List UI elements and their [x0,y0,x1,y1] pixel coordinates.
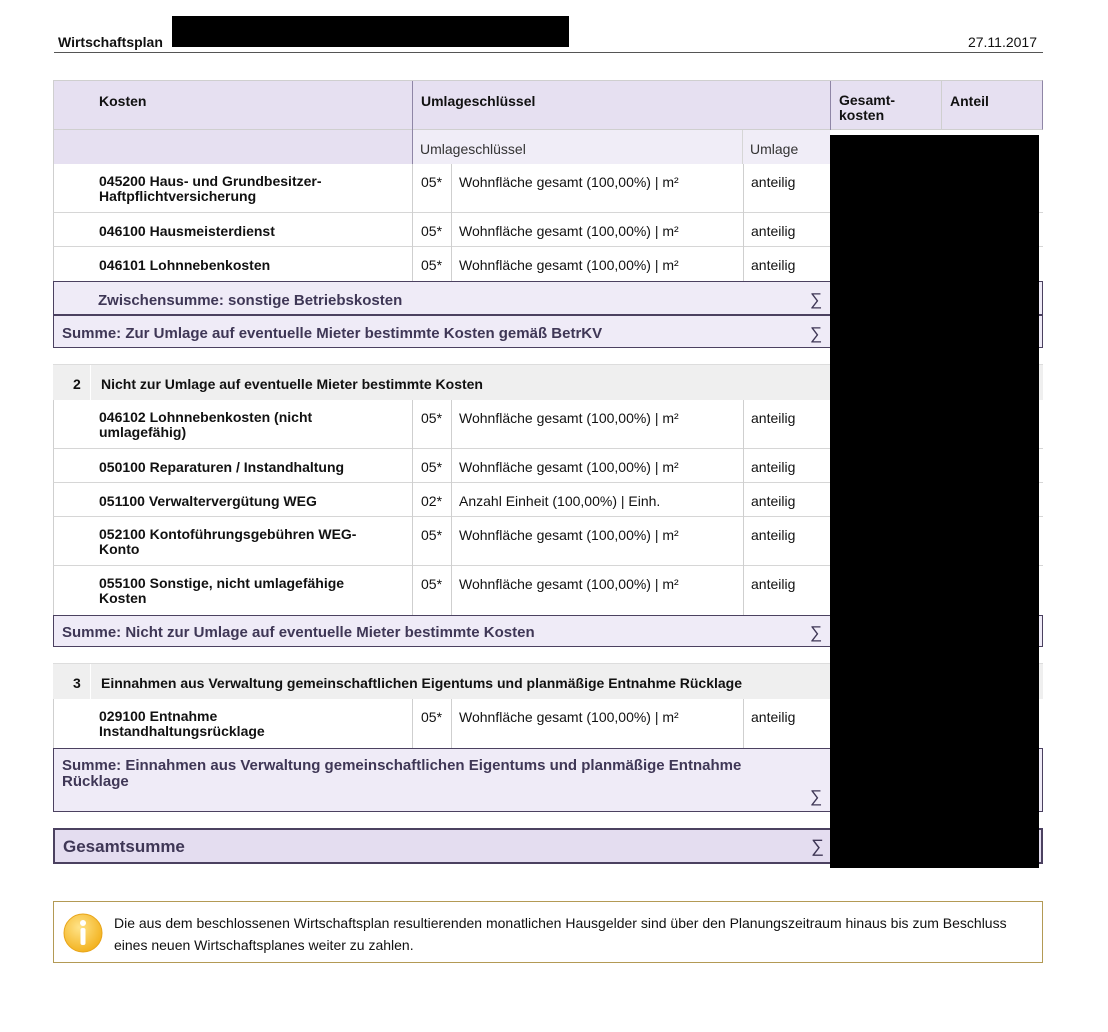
col-divider [743,483,744,517]
section-title: Einnahmen aus Verwaltung gemeinschaftlichen Eigentums und planmäßige Entnahme Rücklage [101,675,743,691]
col-header-kosten: Kosten [99,93,147,109]
sigma-icon: ∑ [810,324,823,343]
cost-name: 045200 Haus- und Grundbesitzer-Haftpflichtversicherung [99,173,322,204]
col-divider [90,365,91,401]
sigma-icon: ∑ [811,836,824,856]
info-text: Die aus dem beschlossenen Wirtschaftsplan resultierenden monatlichen Hausgelder sind über den Planungszeitraum hinaus bis zum Beschluss eines neuen Wirtschaftsplanes weiter zu zahlen. [114,915,1007,953]
info-icon [62,912,104,954]
key-code: 05* [421,576,443,592]
key-label: Wohnfläche gesamt (100,00%) | m² [459,459,679,475]
col-divider [743,517,744,566]
key-label: Wohnfläche gesamt (100,00%) | m² [459,174,679,190]
col-divider [743,400,744,449]
col-divider [743,213,744,247]
key-label: Wohnfläche gesamt (100,00%) | m² [459,576,679,592]
key-code: 05* [421,459,443,475]
key-code: 05* [421,174,443,190]
col-divider [451,483,452,517]
col-divider [941,81,942,130]
col-divider [742,130,743,164]
col-header-anteil: Anteil [950,93,989,109]
col-divider [412,164,413,213]
umlage-value: anteilig [751,459,796,475]
cost-name: 046101 Lohnnebenkosten [99,257,271,273]
col-divider [451,213,452,247]
sigma-icon: ∑ [810,623,823,642]
col-divider [451,247,452,281]
subheader-umlageschluessel: Umlageschlüssel [420,141,526,157]
col-divider [451,449,452,483]
key-label: Wohnfläche gesamt (100,00%) | m² [459,527,679,543]
key-code: 05* [421,257,443,273]
umlage-value: anteilig [751,493,796,509]
col-divider [451,400,452,449]
document-title: Wirtschaftsplan [58,34,163,50]
key-code: 05* [421,223,443,239]
index-divider [91,164,92,213]
key-code: 02* [421,493,443,509]
document-date: 27.11.2017 [967,34,1037,50]
col-divider [830,81,831,130]
table-header-row [53,80,1043,130]
umlage-value: anteilig [751,223,796,239]
cost-name: 055100 Sonstige, nicht umlagefähige Kosten [99,575,345,606]
cost-name: 046102 Lohnnebenkosten (nicht umlagefähig) [99,409,313,440]
col-divider [743,566,744,615]
col-divider [743,449,744,483]
col-divider [412,400,413,449]
col-divider [412,247,413,281]
col-divider [412,449,413,483]
col-divider [451,517,452,566]
key-label: Wohnfläche gesamt (100,00%) | m² [459,410,679,426]
umlage-value: anteilig [751,527,796,543]
section-number: 3 [73,675,81,691]
col-divider [743,699,744,748]
cost-name: 050100 Reparaturen / Instandhaltung [99,459,345,475]
col-divider [451,699,452,748]
umlage-value: anteilig [751,257,796,273]
col-divider [743,164,744,213]
cost-name: 051100 Verwaltervergütung WEG [99,493,317,509]
subtotal-label: Zwischensumme: sonstige Betriebskosten [98,292,403,309]
col-divider [90,664,91,700]
section-total-label: Summe: Einnahmen aus Verwaltung gemeinschaftlichen Eigentums und planmäßige Entnahme Rücklage [62,757,742,790]
col-divider [412,213,413,247]
redaction-bar [830,135,1039,868]
section-number: 2 [73,376,81,392]
umlage-value: anteilig [751,410,796,426]
grand-total-label: Gesamtsumme [63,837,185,856]
redaction-bar [172,16,569,47]
col-divider [451,164,452,213]
key-code: 05* [421,709,443,725]
cost-name: 046100 Hausmeisterdienst [99,223,275,239]
key-label: Wohnfläche gesamt (100,00%) | m² [459,257,679,273]
key-label: Wohnfläche gesamt (100,00%) | m² [459,709,679,725]
umlage-value: anteilig [751,174,796,190]
key-label: Anzahl Einheit (100,00%) | Einh. [459,493,661,509]
section-total-label: Summe: Zur Umlage auf eventuelle Mieter bestimmte Kosten gemäß BetrKV [62,325,603,342]
document-header [54,24,1043,53]
col-divider [743,247,744,281]
subheader-blank [53,130,412,164]
key-code: 05* [421,527,443,543]
section-total-label: Summe: Nicht zur Umlage auf eventuelle Mieter bestimmte Kosten [62,624,535,641]
col-divider [412,483,413,517]
cost-name: 029100 Entnahme Instandhaltungsrücklage [99,708,265,739]
col-divider [412,566,413,615]
col-divider [451,566,452,615]
umlage-value: anteilig [751,709,796,725]
cost-name: 052100 Kontoführungsgebühren WEG-Konto [99,526,357,557]
col-divider [412,517,413,566]
key-label: Wohnfläche gesamt (100,00%) | m² [459,223,679,239]
sigma-icon: ∑ [810,787,823,806]
info-notice [53,901,1043,963]
subheader-umlage: Umlage [750,141,799,157]
umlage-value: anteilig [751,576,796,592]
key-code: 05* [421,410,443,426]
col-divider [412,699,413,748]
col-divider [412,81,413,130]
col-header-umlageschluessel: Umlageschlüssel [421,93,536,109]
section-title: Nicht zur Umlage auf eventuelle Mieter bestimmte Kosten [101,376,483,392]
col-header-gesamtkosten: Gesamt- kosten [839,92,896,123]
sigma-icon: ∑ [810,290,823,309]
